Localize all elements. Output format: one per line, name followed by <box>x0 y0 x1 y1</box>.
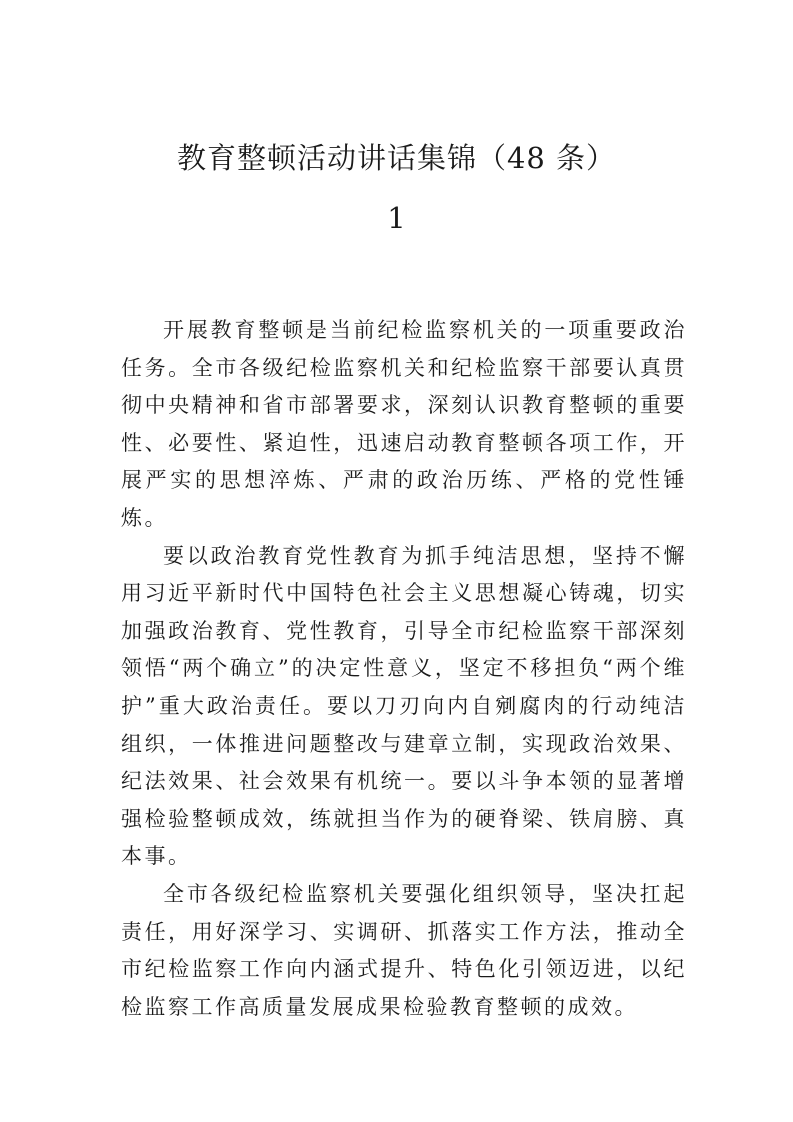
document-body <box>121 312 687 1026</box>
paragraph: 开展教育整顿是当前纪检监察机关的一项重要政治任务。全市各级纪检监察机关和纪检监察干部要认真贯彻中央精神和省市部署要求，深刻认识教育整顿的重要性、必要性、紧迫性，迅速启动教育整顿各项工作，开展严实的思想淬炼、严肃的政治历练、严格的党性锤炼。 <box>121 318 687 530</box>
paragraph: 要以政治教育党性教育为抓手纯洁思想，坚持不懈用习近平新时代中国特色社会主义思想凝心铸魂，切实加强政治教育、党性教育，引导全市纪检监察干部深刻领悟“两个确立”的决定性意义，坚定不移担负“两个维护”重大政治责任。要以刀刃向内自剜腐肉的行动纯洁组织，一体推进问题整改与建章立制，实现政治效果、纪法效果、社会效果有机统一。要以斗争本领的显著增强检验整顿成效，练就担当作为的硬脊梁、铁肩膀、真本事。 <box>121 543 687 869</box>
paragraph: 全市各级纪检监察机关要强化组织领导，坚决扛起责任，用好深学习、实调研、抓落实工作方法，推动全市纪检监察工作向内涵式提升、特色化引领迈进，以纪检监察工作高质量发展成果检验教育整顿的成效。 <box>121 881 687 1019</box>
document-title: 教育整顿活动讲话集锦（48 条） <box>176 141 617 175</box>
section-number: 1 <box>387 201 406 235</box>
